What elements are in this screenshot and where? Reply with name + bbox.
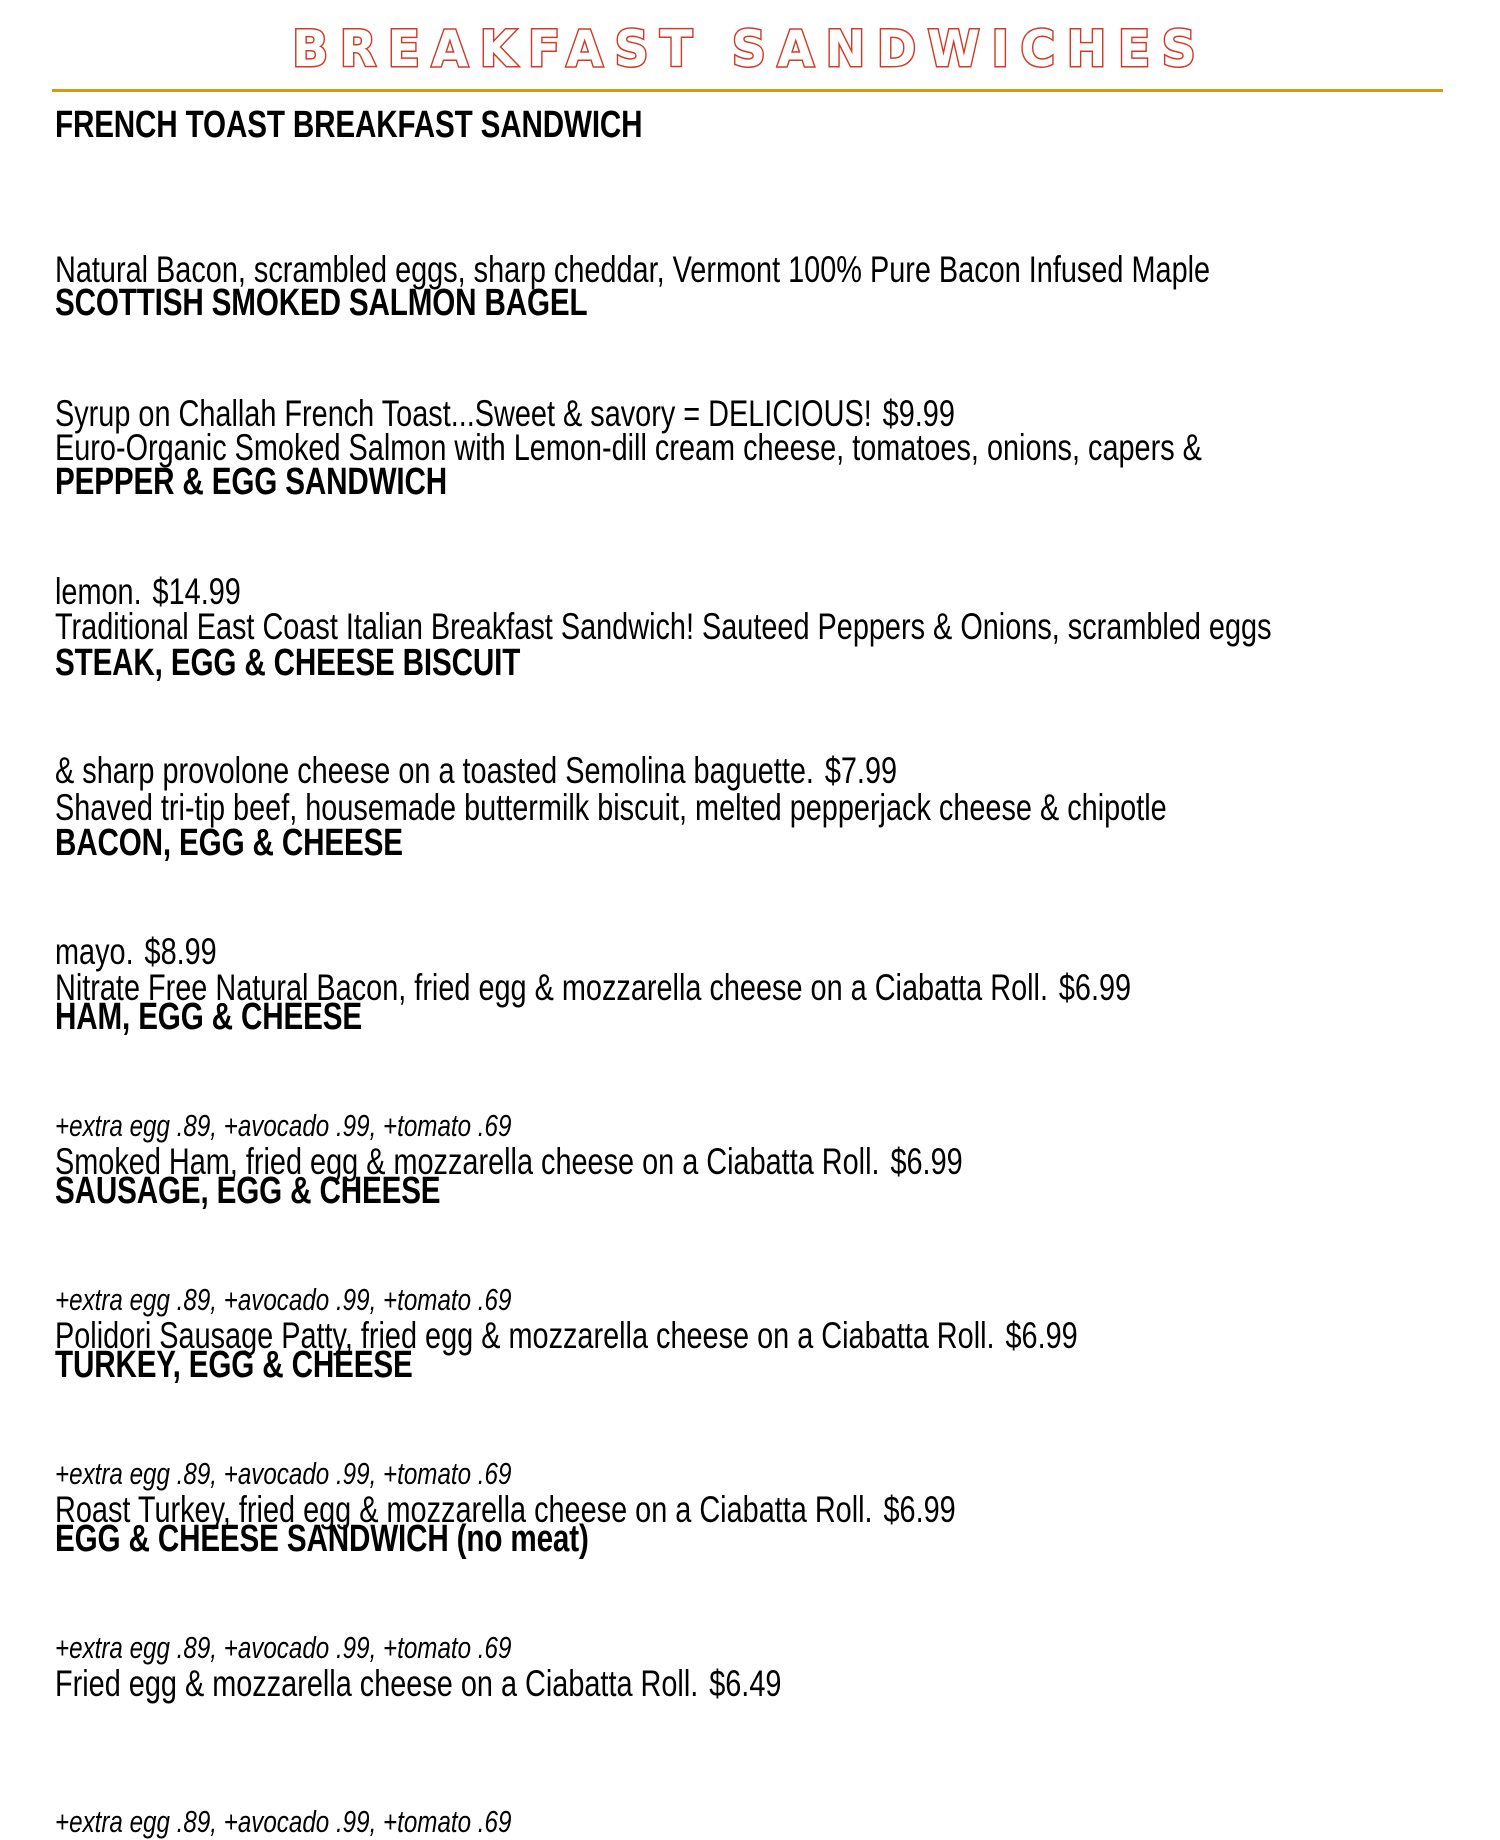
- section-title: [0, 14, 1500, 84]
- description-line: Smoked Ham, fried egg & mozzarella cheese on a Ciabatta Roll. $6.99: [55, 1141, 963, 1182]
- menu-item-name: STEAK, EGG & CHEESE BISCUIT: [55, 642, 521, 684]
- menu-item-name: SAUSAGE, EGG & CHEESE: [55, 1170, 441, 1212]
- description-line: lemon. $14.99: [55, 571, 241, 612]
- menu-item-addons: +extra egg .89, +avocado .99, +tomato .69: [55, 1630, 512, 1665]
- title-divider: [52, 89, 1443, 92]
- menu-item-name: SCOTTISH SMOKED SALMON BAGEL: [55, 282, 588, 324]
- menu-item: [55, 1514, 1455, 1840]
- description-line: Nitrate Free Natural Bacon, fried egg & mozzarella cheese on a Ciabatta Roll. $6.99: [55, 967, 1132, 1008]
- menu-item-name: BACON, EGG & CHEESE: [55, 822, 403, 864]
- menu-item-price: $6.99: [883, 1489, 956, 1530]
- menu-item-name: EGG & CHEESE SANDWICH (no meat): [55, 1518, 589, 1560]
- description-line: Shaved tri-tip beef, housemade buttermilk biscuit, melted pepperjack cheese & chipotle: [55, 787, 1167, 828]
- menu-item-price: $6.99: [890, 1141, 963, 1182]
- description-line: Euro-Organic Smoked Salmon with Lemon-dill cream cheese, tomatoes, onions, capers &: [55, 427, 1202, 468]
- menu-item-price: $8.99: [144, 931, 217, 972]
- menu-item-addons: +extra egg .89, +avocado .99, +tomato .69: [55, 1456, 512, 1491]
- menu-item-addons: +extra egg .89, +avocado .99, +tomato .69: [55, 1108, 512, 1143]
- menu-item-price: $6.99: [1005, 1315, 1078, 1356]
- menu-item-price: $9.99: [882, 393, 955, 434]
- menu-item-name: FRENCH TOAST BREAKFAST SANDWICH: [55, 104, 643, 146]
- description-line: Fried egg & mozzarella cheese on a Ciabatta Roll. $6.49: [55, 1663, 782, 1704]
- description-line: Natural Bacon, scrambled eggs, sharp cheddar, Vermont 100% Pure Bacon Infused Maple: [55, 249, 1211, 290]
- description-line: Traditional East Coast Italian Breakfast Sandwich! Sauteed Peppers & Onions, scrambled eggs: [55, 606, 1272, 647]
- description-line: Syrup on Challah French Toast...Sweet & savory = DELICIOUS! $9.99: [55, 393, 955, 434]
- menu-item-addons: +extra egg .89, +avocado .99, +tomato .69: [55, 1804, 512, 1839]
- menu-item-name: PEPPER & EGG SANDWICH: [55, 461, 447, 503]
- menu-item-name: TURKEY, EGG & CHEESE: [55, 1344, 413, 1386]
- description-line: mayo. $8.99: [55, 931, 217, 972]
- menu-item-price: $7.99: [824, 750, 898, 791]
- description-line: & sharp provolone cheese on a toasted Semolina baguette. $7.99: [55, 750, 898, 791]
- description-line: Polidori Sausage Patty, fried egg & mozzarella cheese on a Ciabatta Roll. $6.99: [55, 1315, 1078, 1356]
- menu-item-price: $6.99: [1058, 967, 1132, 1008]
- menu-item-description: [55, 1564, 1412, 1804]
- menu-item-price: $14.99: [152, 571, 241, 612]
- menu-item-addons: +extra egg .89, +avocado .99, +tomato .69: [55, 1282, 512, 1317]
- menu-item-name: HAM, EGG & CHEESE: [55, 996, 362, 1038]
- menu-item-price: $6.49: [709, 1663, 782, 1704]
- section-title-text: BREAKFAST SANDWICHES: [292, 20, 1208, 78]
- description-line: Roast Turkey, fried egg & mozzarella cheese on a Ciabatta Roll. $6.99: [55, 1489, 956, 1530]
